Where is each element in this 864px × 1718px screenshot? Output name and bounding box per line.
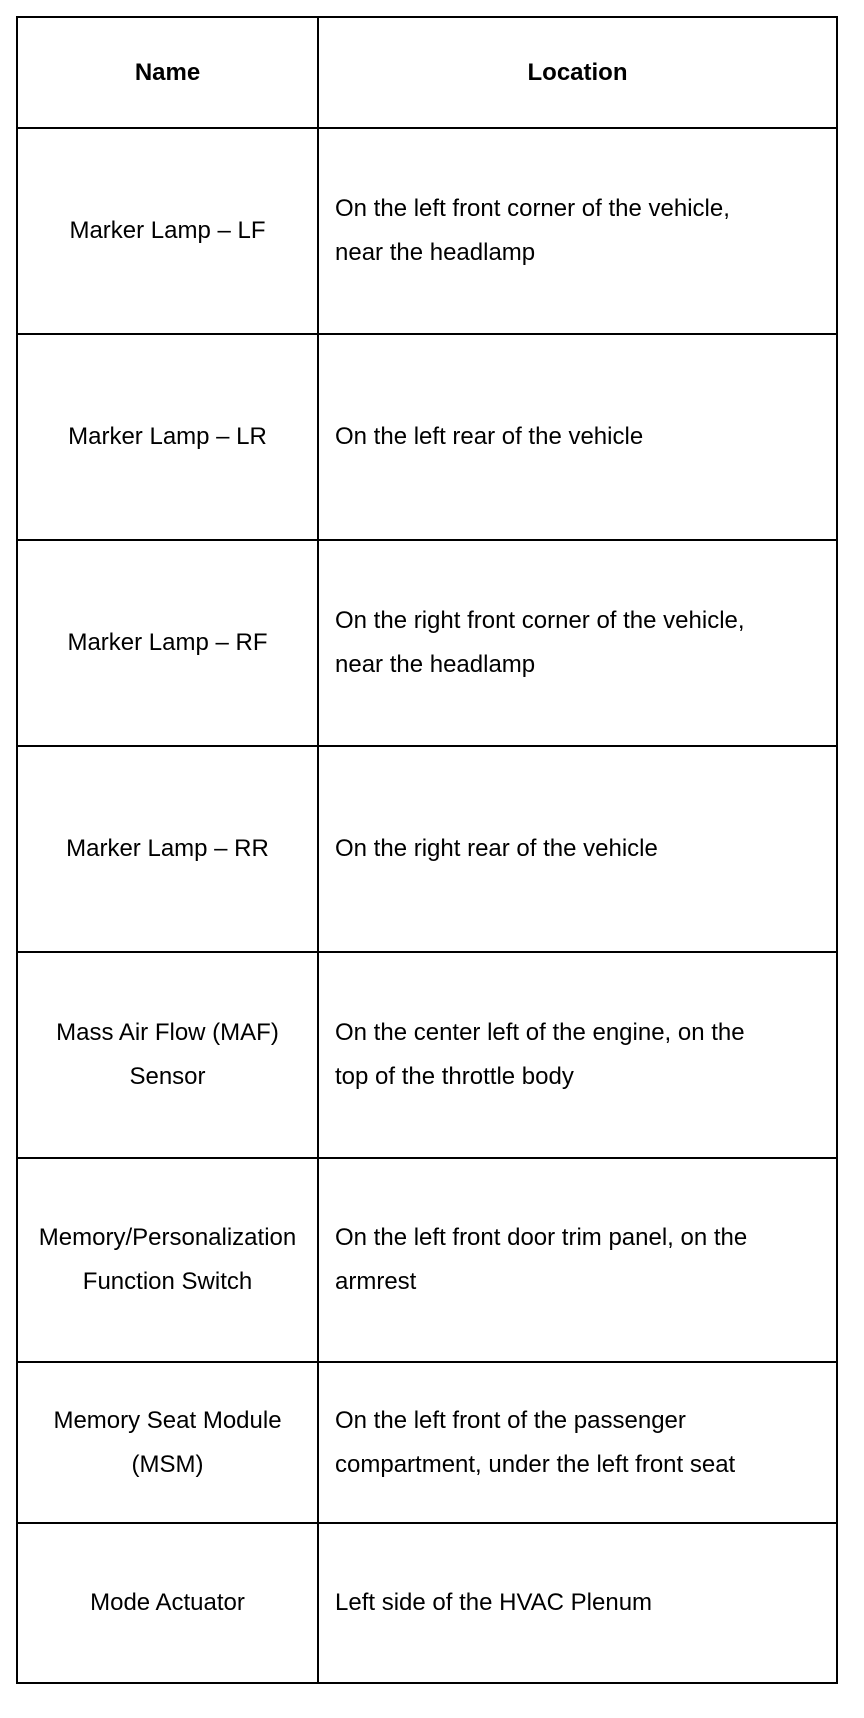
table-row <box>17 1158 837 1362</box>
component-name: Marker Lamp – LF <box>17 128 318 334</box>
component-name: Mode Actuator <box>17 1523 318 1683</box>
component-location: Left side of the HVAC Plenum <box>318 1523 837 1683</box>
component-location-table <box>16 16 838 1684</box>
component-location: On the right rear of the vehicle <box>318 746 837 952</box>
component-location: On the left rear of the vehicle <box>318 334 837 540</box>
component-location: On the right front corner of the vehicle, near the headlamp <box>318 540 837 746</box>
table-row <box>17 334 837 540</box>
header-name: Name <box>17 17 318 128</box>
table-row <box>17 952 837 1158</box>
table-row <box>17 746 837 952</box>
component-location: On the left front door trim panel, on the armrest <box>318 1158 837 1362</box>
component-name: Marker Lamp – LR <box>17 334 318 540</box>
table-row <box>17 128 837 334</box>
component-location: On the left front of the passenger compartment, under the left front seat <box>318 1362 837 1523</box>
table-row <box>17 540 837 746</box>
component-location: On the center left of the engine, on the top of the throttle body <box>318 952 837 1158</box>
table-row <box>17 1362 837 1523</box>
component-location: On the left front corner of the vehicle, near the headlamp <box>318 128 837 334</box>
header-location: Location <box>318 17 837 128</box>
table-header-row <box>17 17 837 128</box>
component-name: Marker Lamp – RF <box>17 540 318 746</box>
component-name: Memory Seat Module (MSM) <box>17 1362 318 1523</box>
component-name: Mass Air Flow (MAF) Sensor <box>17 952 318 1158</box>
component-name: Memory/Personalization Function Switch <box>17 1158 318 1362</box>
component-name: Marker Lamp – RR <box>17 746 318 952</box>
table-row <box>17 1523 837 1683</box>
